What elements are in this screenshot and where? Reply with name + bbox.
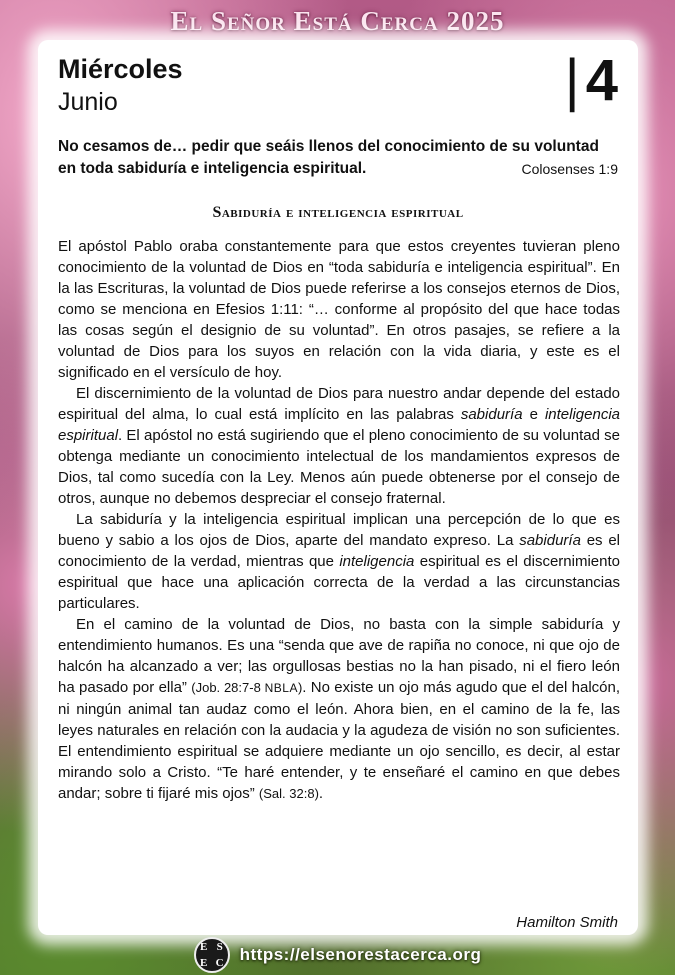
- paragraph-3-text-c: espiritual es el discernimiento espiritual que hace una aplicación correcta de la verdad a las circunstancias particulares.: [58, 553, 620, 612]
- paragraph-3-text-b: es el conocimiento de la verdad, mientras que: [58, 532, 620, 570]
- logo-letter: C: [215, 957, 224, 969]
- publisher-logo-icon: [194, 937, 230, 973]
- day-number-value: 4: [585, 48, 618, 113]
- section-title: Sabiduría e inteligencia espiritual: [212, 204, 464, 221]
- day-number: [565, 46, 618, 116]
- paragraph-4-text-a: En el camino de la voluntad de Dios, no basta con la simple sabiduría y entendimiento humanos. Es una “senda que ave de rapiña no conoce, ni que ojo de halcón ha alcanzado a ver; las orgullosas bestias no la han pisado, ni el fiero león ha pasado por ella”: [58, 616, 620, 696]
- paragraph-4-end: .: [318, 785, 324, 802]
- devotional-body: [58, 236, 620, 804]
- footer: [0, 935, 675, 975]
- logo-letter: E: [199, 941, 208, 953]
- paragraph-4-reference: (Job. 28:7-8: [191, 680, 265, 695]
- month: Junio: [58, 88, 118, 116]
- author-signature: Hamilton Smith: [516, 914, 618, 931]
- key-verse-text: No cesamos de… pedir que seáis llenos del conocimiento de su voluntad en toda sabiduría e inteligencia espiritual.: [58, 138, 599, 177]
- devotional-card: [38, 40, 638, 935]
- weekday: Miércoles: [58, 54, 183, 84]
- paragraph-4-text-b: . No existe un ojo más agudo que el del halcón, ni ningún animal tan audaz como el león. Ahora bien, en el camino de la fe, las leyes naturales en relación con la audacia y la agudeza de visión no son suficientes. El entendimiento espiritual se adquiere mediante un ojo sencillo, es decir, al estar mirando solo a Cristo. “Te haré entender, y te enseñaré el camino en que debes andar; sobre ti fijaré mis ojos”: [58, 679, 620, 802]
- paragraph-2-text-b: e: [522, 406, 545, 423]
- day-separator: |: [564, 48, 580, 113]
- paragraph-2: [58, 383, 620, 509]
- paragraph-4: [58, 614, 620, 804]
- key-verse: [58, 136, 618, 180]
- paragraph-3-italic-2: inteligencia: [339, 553, 415, 570]
- logo-letter: S: [216, 941, 223, 953]
- paragraph-2-text-c: . El apóstol no está sugiriendo que el pleno conocimiento de su voluntad se obtenga mediante un conocimiento intelectual de los mandamientos expresos de Dios, tal como sucedía con la Ley. Menos aún puede obtenerse por el consejo de otros, aunque no debemos despreciar el consejo fraternal.: [58, 427, 620, 507]
- paragraph-3-text-a: La sabiduría y la inteligencia espiritual implican una percepción de lo que es bueno y sabio a los ojos de Dios, aparte del mandato expreso. La: [58, 511, 620, 549]
- paragraph-4-reference-2: (Sal. 32:8): [258, 786, 319, 801]
- paragraph-1: El apóstol Pablo oraba constantemente para que estos creyentes tuvieran pleno conocimiento de la voluntad de Dios en “toda sabiduría e inteligencia espiritual”. En la las Escrituras, la voluntad de Dios puede referirse a los consejos eternos de Dios, como se menciona en Efesios 1:11: “… conforme al propósito del que hace todas las cosas según el designio de su voluntad”. En otros pasajes, se refiere a la voluntad de Dios para los suyos en relación con la vida diaria, y este es el significado en el versículo de hoy.: [58, 238, 620, 381]
- paragraph-4-version: NBLA: [264, 681, 298, 695]
- key-verse-reference: Colosenses 1:9: [521, 161, 618, 177]
- paragraph-2-italic-2: inteligencia espiritual: [58, 406, 620, 444]
- paragraph-2-italic-1: sabiduría: [460, 406, 523, 423]
- paragraph-4-reference-end: ): [297, 680, 303, 695]
- paragraph-2-text-a: El discernimiento de la voluntad de Dios para nuestro andar depende del estado espiritual del alma, lo cual está implícito en las palabras: [58, 385, 620, 423]
- paragraph-3-italic-1: sabiduría: [519, 532, 581, 549]
- website-link[interactable]: https://elsenorestacerca.org: [239, 945, 482, 964]
- paragraph-3: [58, 509, 620, 614]
- page-header-title: El Señor Está Cerca 2025: [170, 6, 505, 36]
- logo-letter: E: [199, 957, 208, 969]
